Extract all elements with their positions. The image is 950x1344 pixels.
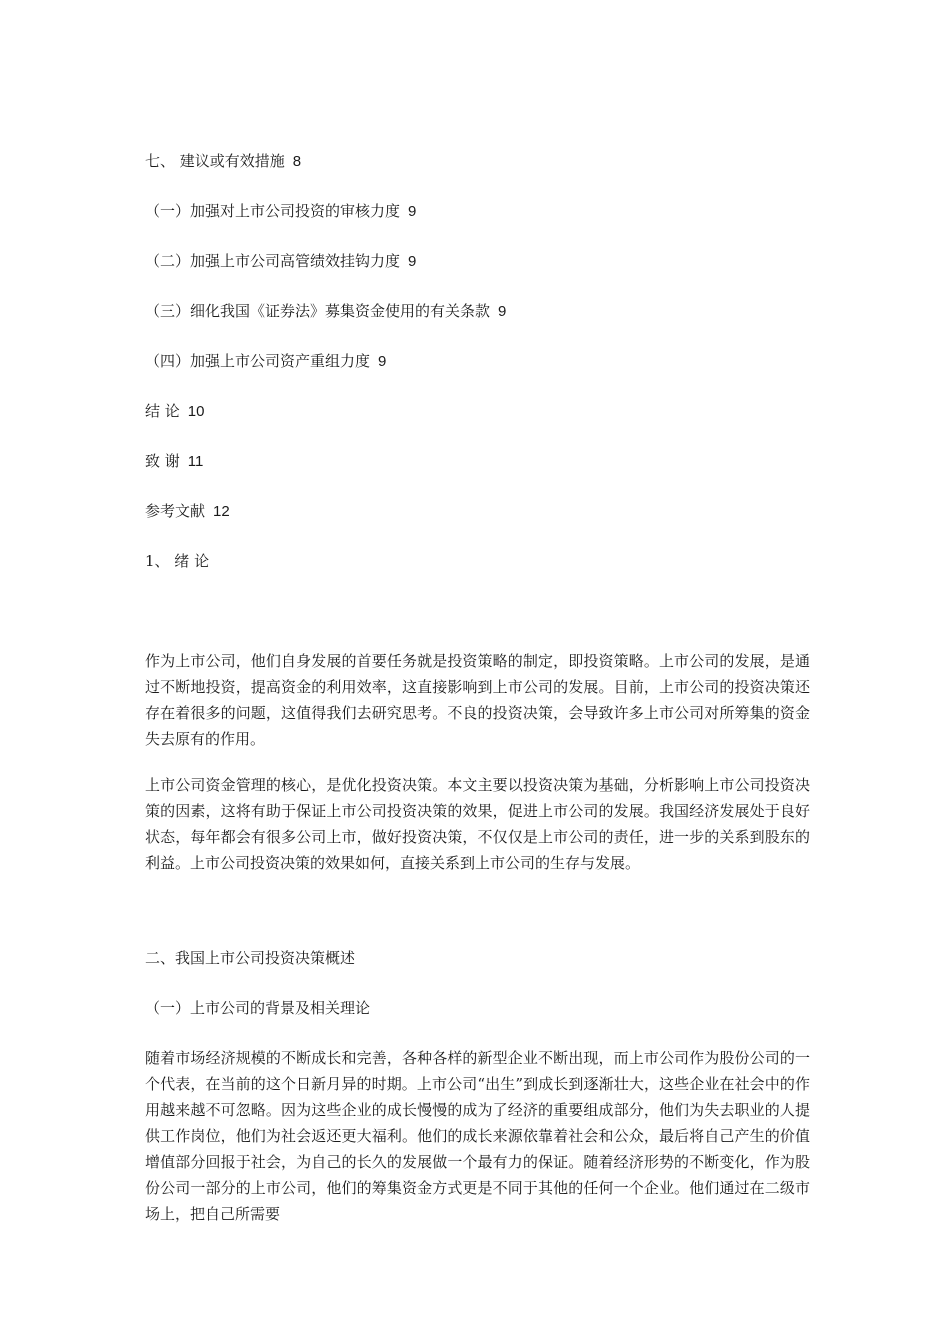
toc-entry-label: （一）加强对上市公司投资的审核力度 [145,202,401,220]
toc-entry-page: 9 [498,303,507,320]
toc-entry [145,300,825,350]
toc-entry-page: 9 [378,353,387,370]
toc-entry [145,500,825,550]
toc-entry-label: （四）加强上市公司资产重组力度 [145,352,371,370]
toc-entry-label: 结 论 [145,402,180,420]
toc-entry-page: 8 [292,153,302,170]
toc-entry-page: 9 [408,203,417,220]
body-paragraph: 作为上市公司，他们自身发展的首要任务就是投资策略的制定，即投资策略。上市公司的发展，是通过不断地投资，提高资金的利用效率，这直接影响到上市公司的发展。目前，上市公司的投资决策还存在着很多的问题，这值得我们去研究思考。不良的投资决策，会导致许多上市公司对所筹集的资金失去原有的作用。 [145,652,810,748]
toc-entry-label: 1、 绪 论 [145,552,210,570]
toc-entry [145,250,825,300]
section-heading: 二、我国上市公司投资决策概述 [145,949,356,967]
body-paragraph: 上市公司资金管理的核心，是优化投资决策。本文主要以投资决策为基础，分析影响上市公司投资决策的因素，这将有助于保证上市公司投资决策的效果，促进上市公司的发展。我国经济发展处于良好状态，每年都会有很多公司上市，做好投资决策，不仅仅是上市公司的责任，进一步的关系到股东的利益。上市公司投资决策的效果如何，直接关系到上市公司的生存与发展。 [145,776,810,872]
toc-entry-label: （二）加强上市公司高管绩效挂钩力度 [145,252,401,270]
subsection-heading: （一）上市公司的背景及相关理论 [145,999,371,1017]
toc-entry-page: 10 [187,403,205,420]
toc-entry-label: （三）细化我国《证券法》募集资金使用的有关条款 [145,302,491,320]
toc-entry [145,550,825,600]
table-of-contents [145,150,825,600]
body-paragraph: 随着市场经济规模的不断成长和完善，各种各样的新型企业不断出现，而上市公司作为股份公司的一个代表，在当前的这个日新月异的时期。上市公司“出生”到成长到逐渐壮大，这些企业在社会中的作用越来越不可忽略。因为这些企业的成长慢慢的成为了经济的重要组成部分，他们为失去职业的人提供工作岗位，他们为社会返还更大福利。他们的成长来源依靠着社会和公众，最后将自己产生的价值增值部分回报于社会，为自己的长久的发展做一个最有力的保证。随着经济形势的不断变化，作为股份公司一部分的上市公司，他们的筹集资金方式更是不同于其他的任何一个企业。他们通过在二级市场上，把自己所需要 [145,1049,810,1223]
toc-entry [145,350,825,400]
toc-entry-page: 11 [187,453,204,470]
toc-entry [145,200,825,250]
toc-entry-label: 参考文献 [145,502,206,520]
toc-entry-page: 9 [408,253,417,270]
toc-entry [145,400,825,450]
toc-entry-page: 12 [213,503,230,520]
toc-entry [145,450,825,500]
toc-entry [145,150,825,200]
toc-entry-label: 致 谢 [145,452,180,470]
toc-entry-label: 七、 建议或有效措施 [145,152,285,170]
